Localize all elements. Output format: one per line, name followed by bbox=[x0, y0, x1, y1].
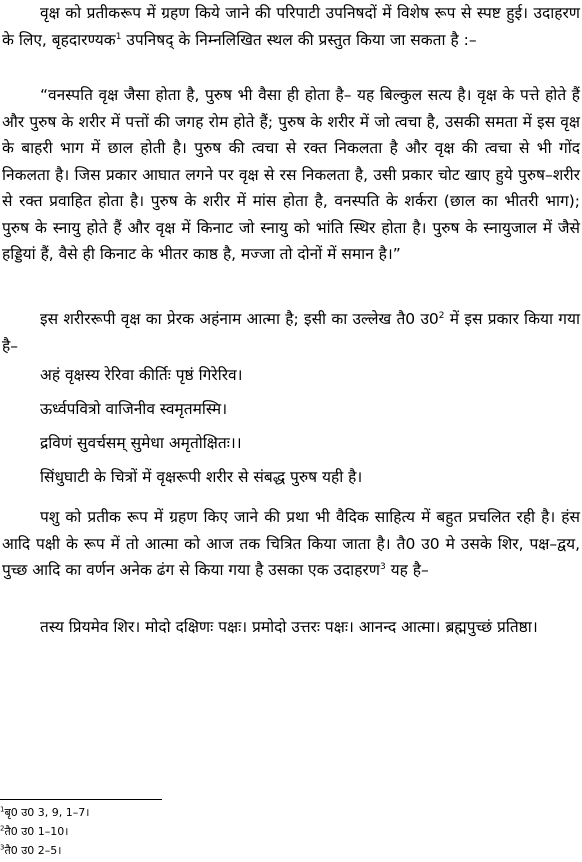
footnote-1 bbox=[0, 805, 300, 821]
verse-line-2: ऊर्ध्वपवित्रो वाजिनीव स्वमृतमस्मि। bbox=[40, 400, 228, 418]
paragraph-text: में इस प्रकार किया गया है– bbox=[2, 310, 580, 355]
footnote-ref: 1 bbox=[115, 31, 122, 42]
paragraph-text: यह है– bbox=[385, 561, 429, 579]
paragraph-sindhu: सिंधुघाटी के चित्रों में वृक्षरूपी शरीर से संबद्ध पुरुष यही है। bbox=[40, 468, 363, 486]
footnote-ref: 2 bbox=[438, 310, 445, 321]
footnote-text: तै0 उ0 2–5। bbox=[4, 844, 62, 857]
paragraph-pashu bbox=[2, 504, 580, 584]
paragraph-text: पशु को प्रतीक रूप में ग्रहण किए जाने की प्रथा भी वैदिक साहित्य में बहुत प्रचलित रही है। हंस आदि पक्षी के रूप में तो आत्मा को आज तक चित्रित किया जाता है। तै0 उ0 मे उसके शिर, पक्ष–द्वय, पुच्छ आदि का वर्णन अनेक ढंग से किया गया है उसका एक उदाहरण bbox=[2, 508, 580, 579]
footnote-number: 3 bbox=[0, 843, 5, 852]
paragraph-text: इस शरीररूपी वृक्ष का प्रेरक अहंनाम आत्मा है; इसी का उल्लेख तै0 उ0 bbox=[40, 310, 439, 328]
footnote-number: 2 bbox=[0, 824, 5, 833]
verse-line-3: द्रविणं सुवर्चसम् सुमेधा अमृतोक्षितः।। bbox=[40, 434, 242, 452]
paragraph-text: वृक्ष को प्रतीकरूप में ग्रहण किये जाने की परिपाटी उपनिषदों में विशेष रूप से स्पष्ट हुई। उदाहरण के लिए, बृहदारण्यक bbox=[2, 4, 580, 49]
footnote-text: तै0 उ0 1–10। bbox=[4, 825, 69, 838]
footnote-text: बृ0 उ0 3, 9, 1–7। bbox=[4, 806, 90, 819]
footnote-divider bbox=[0, 799, 162, 800]
verse-line-1: अहं वृक्षस्य रेरिवा कीर्तिः पृष्ठं गिरेरिव। bbox=[40, 366, 243, 384]
paragraph-intro bbox=[2, 0, 580, 53]
paragraph-text: उपनिषद् के निम्नलिखित स्थल की प्रस्तुत किया जा सकता है :– bbox=[121, 30, 477, 49]
footnote-number: 1 bbox=[0, 805, 5, 814]
footnote-3 bbox=[0, 843, 300, 859]
footnote-ref: 3 bbox=[379, 561, 386, 572]
paragraph-atma bbox=[2, 306, 580, 359]
paragraph-quotation: “वनस्पति वृक्ष जैसा होता है, पुरुष भी वैसा ही होता है– यह बिल्कुल सत्य है। वृक्ष के पत्ते होते हैं और पुरुष के शरीर में पत्तों की जगह रोम होते हैं; पुरुष के शरीर में जो त्वचा है, उसकी समता में इस वृक्ष के बाहरी भाग में छाल होती है। पुरुष की त्वचा से रक्त निकलता है और वृक्ष की त्वचा से भी गोंद निकलता है। जिस प्रकार आघात लगने पर वृक्ष से रस निकलता है, उसी प्रकार चोट खाए हुये पुरुष–शरीर से रक्त प्रवाहित होता है। पुरुष के शरीर में मांस होता है, वनस्पति के शर्करा (छाल का भीतरी भाग); पुरुष के स्नायु होते हैं और वृक्ष में किनाट जो स्नायु को भांति स्थिर होता है। पुरुष के स्नायुजाल में जैसे हड्डियां हैं, वैसे ही किनाट के भीतर काष्ठ है, मज्जा तो दोनों में समान है।” bbox=[2, 86, 580, 263]
footnote-2 bbox=[0, 824, 300, 840]
paragraph-sanskrit-quote: तस्य प्रियमेव शिर। मोदो दक्षिणः पक्षः। प्रमोदो उत्तरः पक्षः। आनन्द आत्मा। ब्रह्मपुच्छं प्रतिष्ठा। bbox=[40, 618, 538, 636]
